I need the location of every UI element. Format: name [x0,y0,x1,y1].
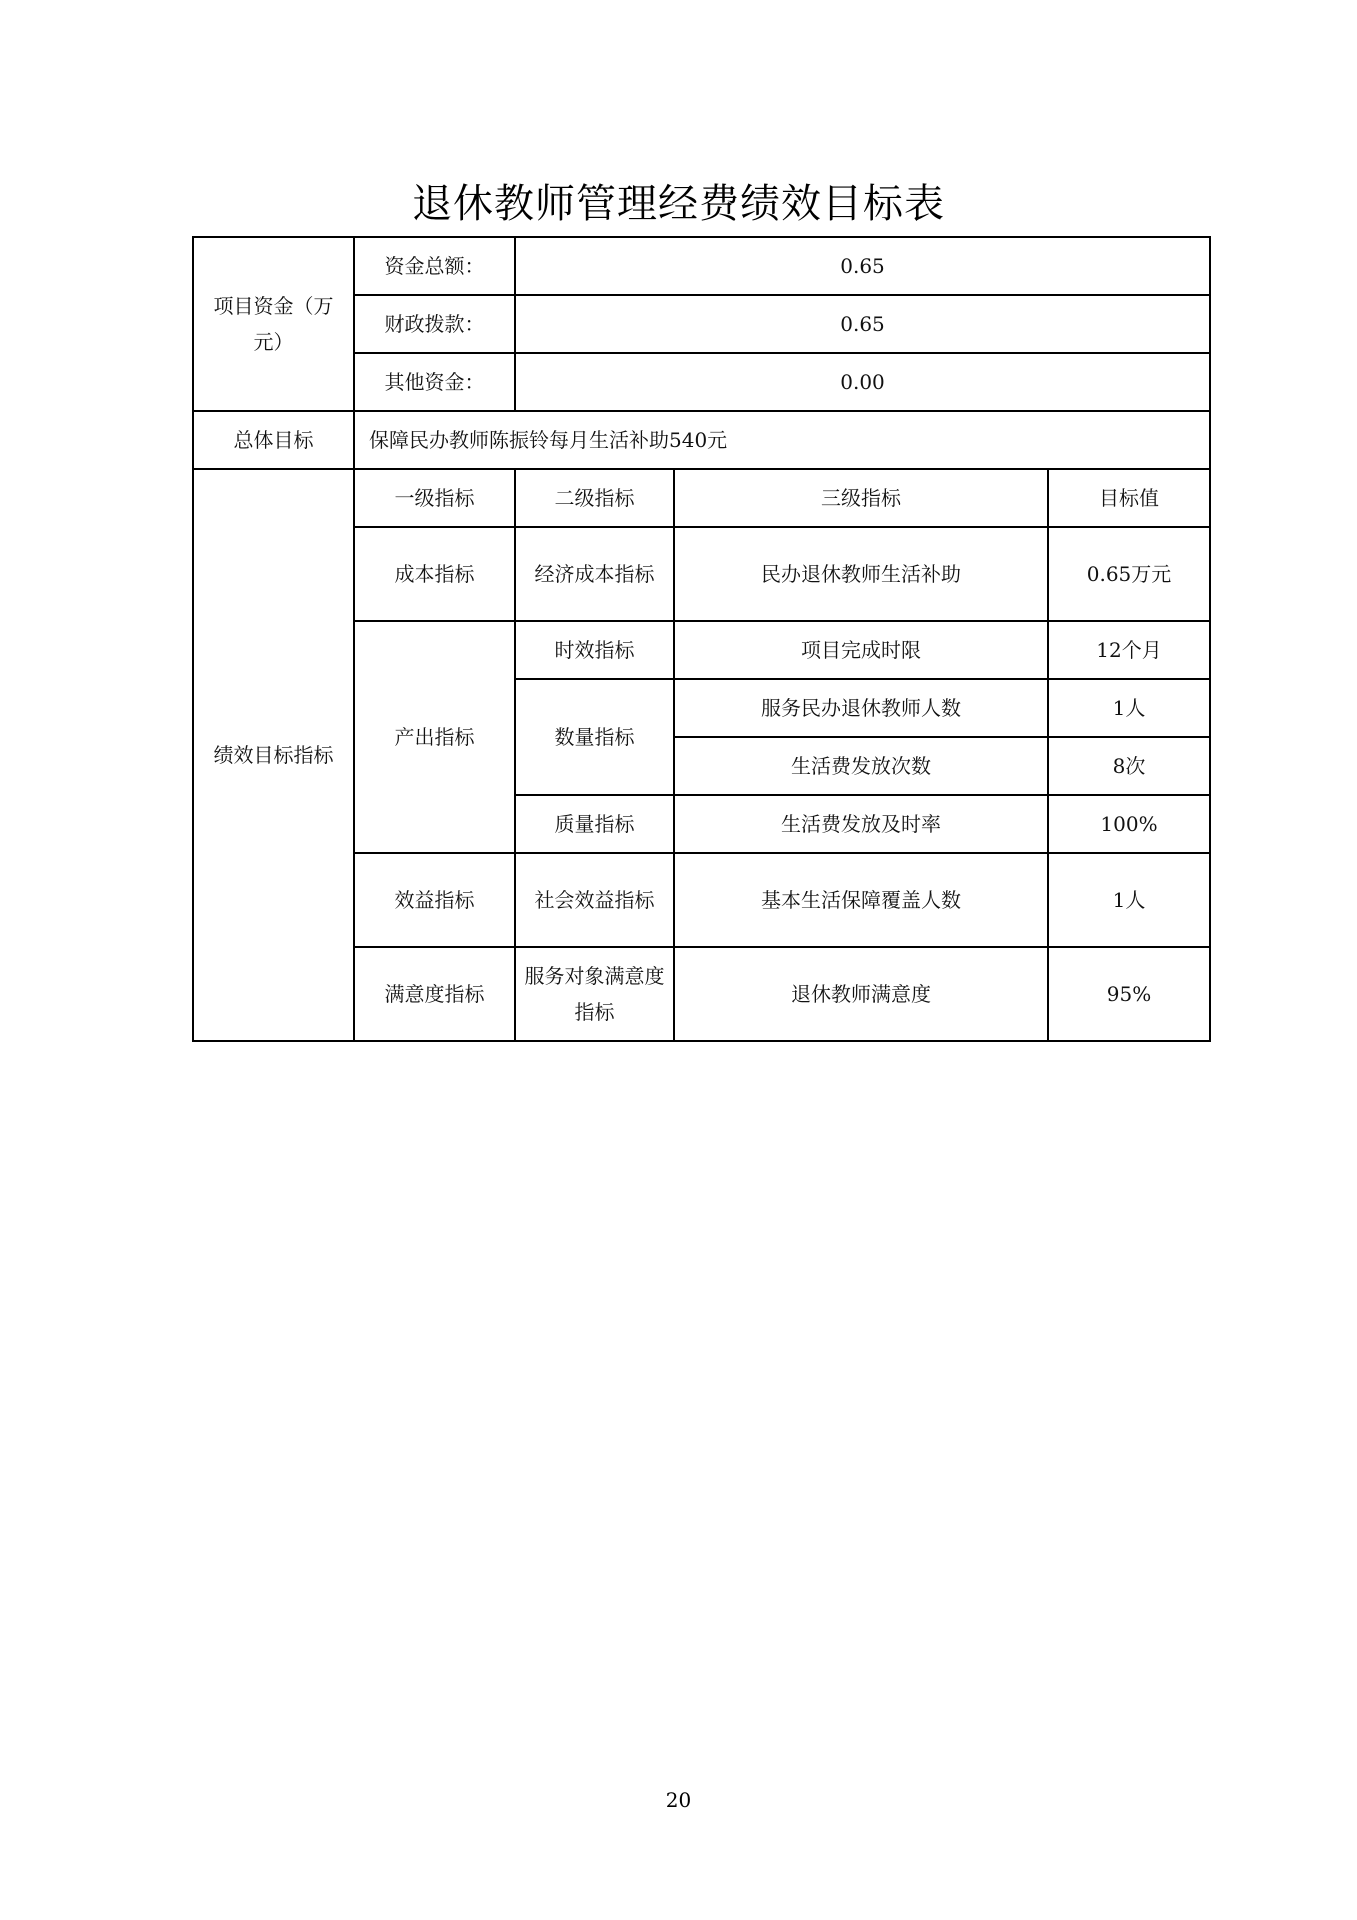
quantity-value-1: 1人 [1048,679,1210,737]
timeliness-level2: 时效指标 [515,621,674,679]
quality-level2: 质量指标 [515,795,674,853]
overall-goal-label: 总体目标 [193,411,354,469]
quantity-level2: 数量指标 [515,679,674,795]
cost-level3: 民办退休教师生活补助 [674,527,1048,621]
overall-goal-text: 保障民办教师陈振铃每月生活补助540元 [354,411,1210,469]
quantity-value-2: 8次 [1048,737,1210,795]
quality-level3: 生活费发放及时率 [674,795,1048,853]
benefit-level2: 社会效益指标 [515,853,674,947]
header-level3: 三级指标 [674,469,1048,527]
satisfaction-level3: 退休教师满意度 [674,947,1048,1041]
page-number: 20 [665,1788,692,1812]
indicator-header-row [193,469,1210,527]
funds-total-label: 资金总额： [354,237,515,295]
satisfaction-value: 95% [1048,947,1210,1041]
performance-target-table [192,236,1211,1042]
cost-level2: 经济成本指标 [515,527,674,621]
quantity-level3-2: 生活费发放次数 [674,737,1048,795]
funds-other-value: 0.00 [515,353,1210,411]
funds-total-value: 0.65 [515,237,1210,295]
header-target-value: 目标值 [1048,469,1210,527]
output-level1: 产出指标 [354,621,515,853]
overall-goal-row [193,411,1210,469]
cost-level1: 成本指标 [354,527,515,621]
funds-fiscal-value: 0.65 [515,295,1210,353]
cost-value: 0.65万元 [1048,527,1210,621]
timeliness-level3: 项目完成时限 [674,621,1048,679]
page-title: 退休教师管理经费绩效目标表 [412,181,945,227]
header-level2: 二级指标 [515,469,674,527]
indicators-label: 绩效目标指标 [193,469,354,1041]
benefit-level1: 效益指标 [354,853,515,947]
timeliness-value: 12个月 [1048,621,1210,679]
satisfaction-level1: 满意度指标 [354,947,515,1041]
header-level1: 一级指标 [354,469,515,527]
funds-label: 项目资金（万元） [193,237,354,411]
benefit-level3: 基本生活保障覆盖人数 [674,853,1048,947]
quantity-level3-1: 服务民办退休教师人数 [674,679,1048,737]
satisfaction-level2: 服务对象满意度指标 [515,947,674,1041]
quality-value: 100% [1048,795,1210,853]
funds-fiscal-label: 财政拨款： [354,295,515,353]
funds-row-total [193,237,1210,295]
benefit-value: 1人 [1048,853,1210,947]
funds-other-label: 其他资金： [354,353,515,411]
